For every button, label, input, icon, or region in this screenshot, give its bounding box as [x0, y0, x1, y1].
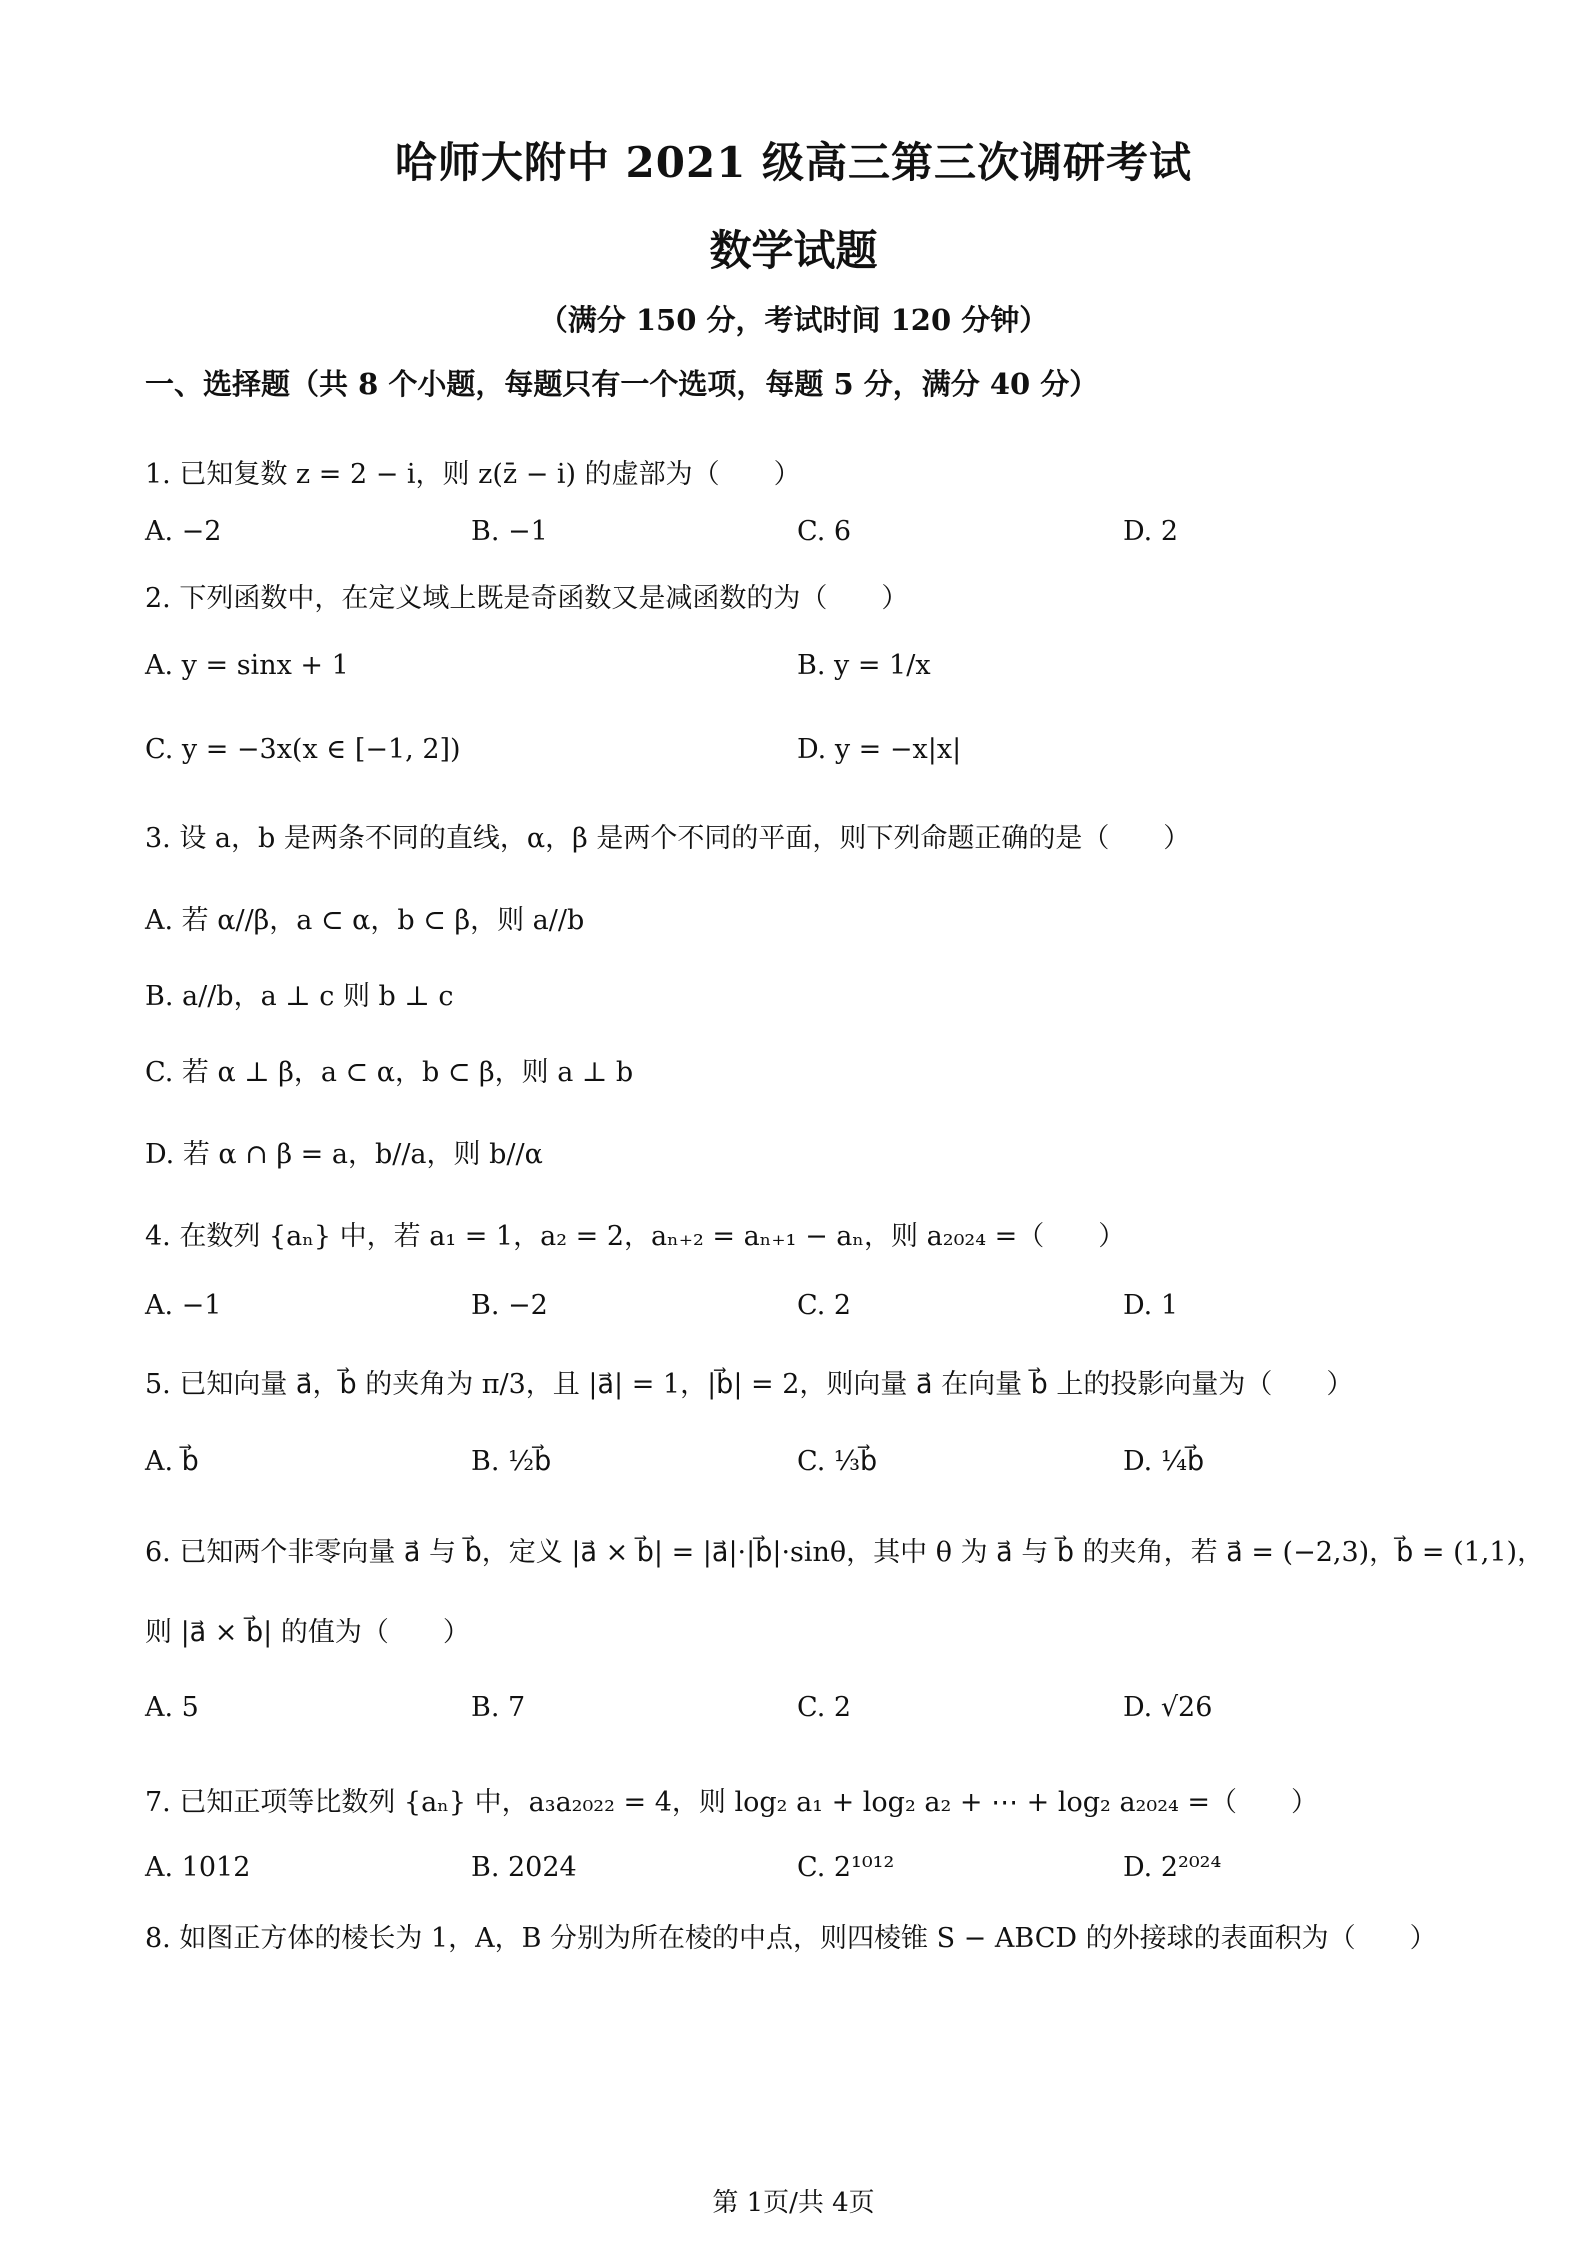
q5-option-a: A. b⃗	[145, 1446, 199, 1477]
question-6-stem: 6. 已知两个非零向量 a⃗ 与 b⃗，定义 |a⃗ × b⃗| = |a⃗|·|b⃗|·sinθ，其中 θ 为 a⃗ 与 b⃗ 的夹角，若 a⃗ = (−2,3)，b⃗ = (1,1)，	[145, 1537, 1545, 1568]
question-7-stem: 7. 已知正项等比数列 {aₙ} 中，a₃a₂₀₂₂ = 4，则 log₂ a₁ + log₂ a₂ + ⋯ + log₂ a₂₀₂₄ =（ ）	[145, 1787, 1319, 1818]
q7-option-a: A. 1012	[145, 1852, 251, 1883]
q4-option-d: D. 1	[1123, 1290, 1179, 1321]
q6-option-b: B. 7	[471, 1692, 526, 1723]
q3-option-b: B. a//b，a ⊥ c 则 b ⊥ c	[145, 981, 454, 1012]
q5-option-c: C. ⅓b⃗	[797, 1446, 878, 1477]
question-3-stem: 3. 设 a，b 是两条不同的直线，α，β 是两个不同的平面，则下列命题正确的是（ ）	[145, 823, 1191, 854]
question-2-stem: 2. 下列函数中，在定义域上既是奇函数又是减函数的为（ ）	[145, 583, 909, 614]
page-number: 第 1页/共 4页	[712, 2188, 875, 2218]
q6-option-a: A. 5	[145, 1692, 199, 1723]
question-6-stem-continued: 则 |a⃗ × b⃗| 的值为（ ）	[145, 1617, 470, 1648]
exam-title: 哈师大附中 2021 级高三第三次调研考试	[394, 138, 1193, 187]
q5-option-d: D. ¼b⃗	[1123, 1446, 1205, 1477]
q3-option-d: D. 若 α ∩ β = a，b//a，则 b//α	[145, 1139, 543, 1170]
q6-option-d: D. √26	[1123, 1692, 1213, 1723]
q4-option-a: A. −1	[145, 1290, 222, 1321]
section-heading: 一、选择题（共 8 个小题，每题只有一个选项，每题 5 分，满分 40 分）	[145, 367, 1099, 401]
q2-option-c: C. y = −3x(x ∈ [−1, 2])	[145, 734, 461, 765]
q7-option-d: D. 2²⁰²⁴	[1123, 1852, 1222, 1883]
q2-option-d: D. y = −x|x|	[797, 734, 962, 765]
q4-option-c: C. 2	[797, 1290, 852, 1321]
question-8-stem: 8. 如图正方体的棱长为 1，A，B 分别为所在棱的中点，则四棱锥 S − ABCD 的外接球的表面积为（ ）	[145, 1923, 1437, 1954]
q3-option-a: A. 若 α//β，a ⊂ α，b ⊂ β，则 a//b	[145, 905, 585, 936]
q2-option-b: B. y = 1/x	[797, 650, 931, 681]
q1-option-d: D. 2	[1123, 516, 1179, 547]
score-note: （满分 150 分，考试时间 120 分钟）	[538, 303, 1049, 337]
exam-subtitle: 数学试题	[709, 226, 878, 275]
q1-option-c: C. 6	[797, 516, 852, 547]
q1-option-a: A. −2	[145, 516, 222, 547]
q1-option-b: B. −1	[471, 516, 548, 547]
q7-option-c: C. 2¹⁰¹²	[797, 1852, 895, 1883]
q3-option-c: C. 若 α ⊥ β，a ⊂ α，b ⊂ β，则 a ⊥ b	[145, 1057, 634, 1088]
question-5-stem: 5. 已知向量 a⃗，b⃗ 的夹角为 π/3，且 |a⃗| = 1，|b⃗| = 2，则向量 a⃗ 在向量 b⃗ 上的投影向量为（ ）	[145, 1369, 1354, 1400]
q7-option-b: B. 2024	[471, 1852, 577, 1883]
q2-option-a: A. y = sinx + 1	[145, 650, 349, 681]
q6-option-c: C. 2	[797, 1692, 852, 1723]
q5-option-b: B. ½b⃗	[471, 1446, 552, 1477]
question-1-stem: 1. 已知复数 z = 2 − i，则 z(z̄ − i) 的虚部为（ ）	[145, 459, 801, 490]
question-4-stem: 4. 在数列 {aₙ} 中，若 a₁ = 1，a₂ = 2，aₙ₊₂ = aₙ₊₁ − aₙ，则 a₂₀₂₄ =（ ）	[145, 1221, 1126, 1252]
q4-option-b: B. −2	[471, 1290, 548, 1321]
